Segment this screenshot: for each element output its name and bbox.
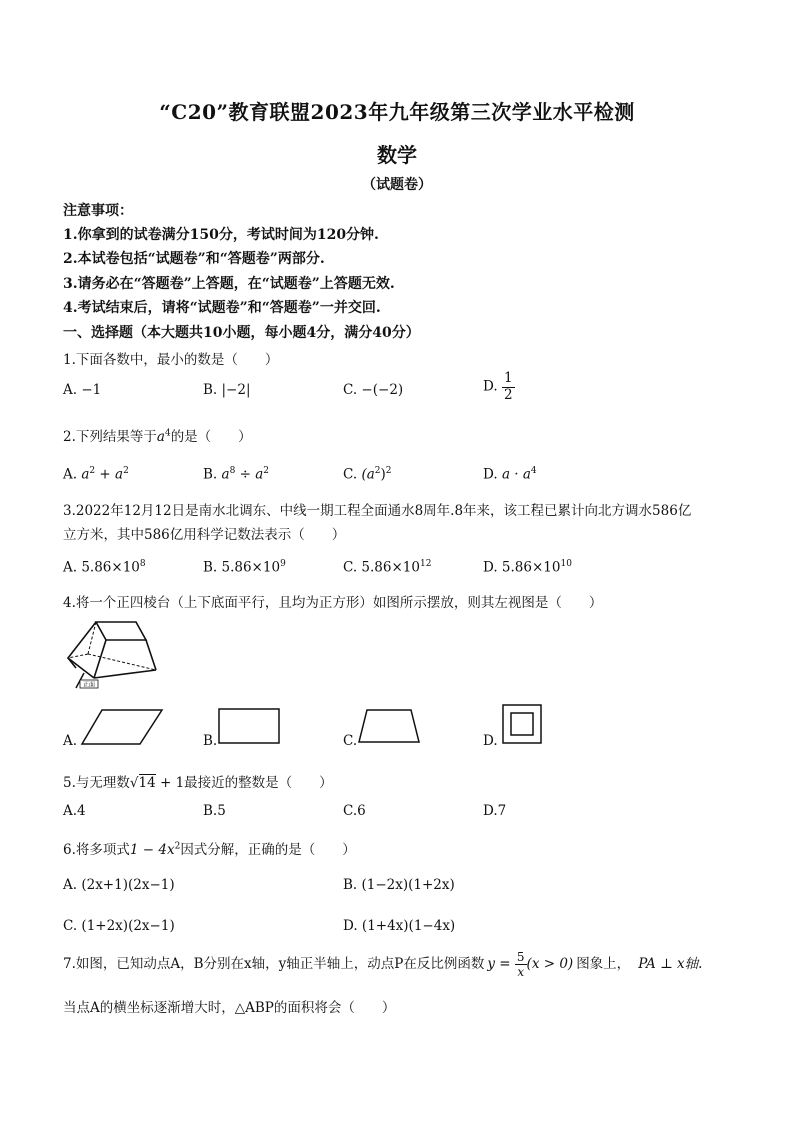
option-label: B.: [203, 466, 218, 483]
stem-text: 的是（ ）: [170, 429, 252, 445]
subject-title: 数学: [377, 143, 417, 167]
stem-var: a: [156, 429, 165, 445]
option-b: B. (1−2x)(1+2x): [343, 877, 455, 893]
math-expr: a · a: [501, 466, 531, 483]
fraction-denominator: x: [517, 965, 525, 979]
operator: ÷: [235, 466, 256, 483]
option-a: A. (2x+1)(2x−1): [63, 877, 175, 893]
option-label: D. 5.86×10: [483, 559, 561, 576]
math-expr: y =: [487, 956, 511, 972]
parallelogram-shape: [80, 708, 164, 746]
question-stem: [63, 838, 356, 858]
operator: +: [95, 466, 116, 483]
option-c: C. −(−2): [343, 382, 404, 398]
question-stem: [63, 951, 702, 978]
fraction: [502, 372, 515, 402]
exponent: 8: [229, 466, 236, 476]
fraction: [515, 951, 527, 978]
question-stem: [63, 771, 333, 791]
section-heading: 一、选择题（本大题共10小题，每小题4分，满分40分）: [63, 325, 420, 341]
math-var: a: [81, 466, 90, 483]
option-c: [343, 559, 431, 576]
math-expr: 1 − 4x: [129, 842, 175, 858]
front-label: 正面: [82, 681, 96, 689]
option-a: [63, 466, 129, 483]
fraction-numerator: 1: [503, 370, 513, 386]
paper-type: （试题卷）: [362, 177, 432, 193]
exponent: 9: [280, 559, 286, 569]
stem-text: 6.将多项式: [63, 842, 130, 858]
exponent: 2: [385, 466, 392, 476]
frustum-figure: [64, 618, 160, 690]
option-a: [63, 559, 146, 576]
stem-text: 2.下列结果等于: [63, 429, 157, 445]
math-expr: + 1: [155, 775, 185, 791]
option-label: A. 5.86×10: [63, 559, 140, 576]
option-label: A.: [63, 466, 78, 483]
stem-text: 7.如图，已知动点A，B分别在x轴，y轴正半轴上，动点P在反比例函数: [63, 956, 485, 972]
math-var: a: [115, 466, 124, 483]
option-b: B.5: [203, 803, 226, 819]
exponent: 8: [139, 559, 146, 569]
option-d: D.: [483, 733, 498, 749]
question-stem: 4.将一个正四棱台（上下底面平行，且均为正方形）如图所示摆放，则其左视图是（ ）: [63, 595, 603, 611]
stem-exp: 4: [164, 428, 171, 439]
option-d: D.7: [483, 803, 507, 819]
math-expr: (x > 0): [526, 956, 574, 972]
option-a: A.4: [63, 803, 86, 819]
math-var: a: [255, 466, 264, 483]
fraction-numerator: 5: [516, 950, 525, 964]
exponent: 2: [89, 466, 96, 476]
math-expr: ): [380, 466, 386, 483]
option-b: [203, 466, 269, 483]
exam-title: “C20”教育联盟2023年九年级第三次学业水平检测: [159, 100, 635, 124]
trapezoid-shape: [357, 708, 421, 744]
math-expr: PA ⊥ x轴.: [638, 956, 703, 972]
exponent: 10: [560, 559, 572, 569]
exponent: 4: [530, 466, 537, 476]
exponent: 2: [374, 466, 381, 476]
stem-text: 因式分解，正确的是（ ）: [180, 842, 356, 858]
option-label: C. 5.86×10: [343, 559, 420, 576]
option-d-label: D.: [483, 378, 498, 395]
sqrt-sign: √: [129, 775, 139, 791]
exponent: 2: [123, 466, 129, 476]
option-b: [203, 559, 286, 576]
option-label: B. 5.86×10: [203, 559, 281, 576]
question-stem: 当点A的横坐标逐渐增大时，△ABP的面积将会（ ）: [63, 1000, 396, 1016]
stem-text: 最接近的整数是（ ）: [184, 775, 333, 791]
rectangle-shape: [218, 708, 280, 744]
option-c: C.6: [343, 803, 366, 819]
fraction-denominator: 2: [503, 386, 513, 403]
stem-text: 图象上，: [576, 956, 631, 972]
question-stem: 3.2022年12月12日是南水北调东、中线一期工程全面通水8周年.8年来，该工程已累计向北方调水586亿: [63, 503, 692, 519]
exponent: 2: [263, 466, 270, 476]
option-c: C. (1+2x)(2x−1): [63, 918, 175, 934]
option-label: D.: [483, 466, 498, 483]
radicand: 14: [138, 775, 156, 791]
exponent: 2: [174, 841, 181, 852]
option-c: C.: [343, 733, 358, 749]
option-d: [483, 372, 515, 402]
math-expr: (a: [361, 466, 375, 483]
question-stem: [63, 425, 252, 445]
notice-item: 3.请务必在“答题卷”上答题，在“试题卷”上答题无效.: [63, 276, 395, 292]
exponent: 12: [419, 559, 432, 569]
option-label: C.: [343, 466, 358, 483]
option-a: A. −1: [63, 382, 102, 398]
option-a: A.: [63, 733, 78, 749]
nested-squares-shape: [502, 704, 542, 744]
stem-text: 5.与无理数: [63, 775, 130, 791]
option-d: [483, 466, 537, 483]
option-b: B.: [203, 733, 218, 749]
question-stem: 立方米，其中586亿用科学记数法表示（ ）: [63, 527, 346, 543]
option-c: [343, 466, 392, 483]
option-b: B. |−2|: [203, 382, 251, 398]
math-var: a: [221, 466, 230, 483]
notice-item: 4.考试结束后，请将“试题卷”和“答题卷”一并交回.: [63, 300, 381, 316]
question-stem: 1.下面各数中，最小的数是（ ）: [63, 352, 279, 368]
notice-heading: 注意事项：: [63, 203, 133, 219]
option-d: D. (1+4x)(1−4x): [343, 918, 456, 934]
option-d: [483, 559, 572, 576]
notice-item: 1.你拿到的试卷满分150分，考试时间为120分钟.: [63, 227, 379, 243]
notice-item: 2.本试卷包括“试题卷”和“答题卷”两部分.: [63, 251, 325, 267]
